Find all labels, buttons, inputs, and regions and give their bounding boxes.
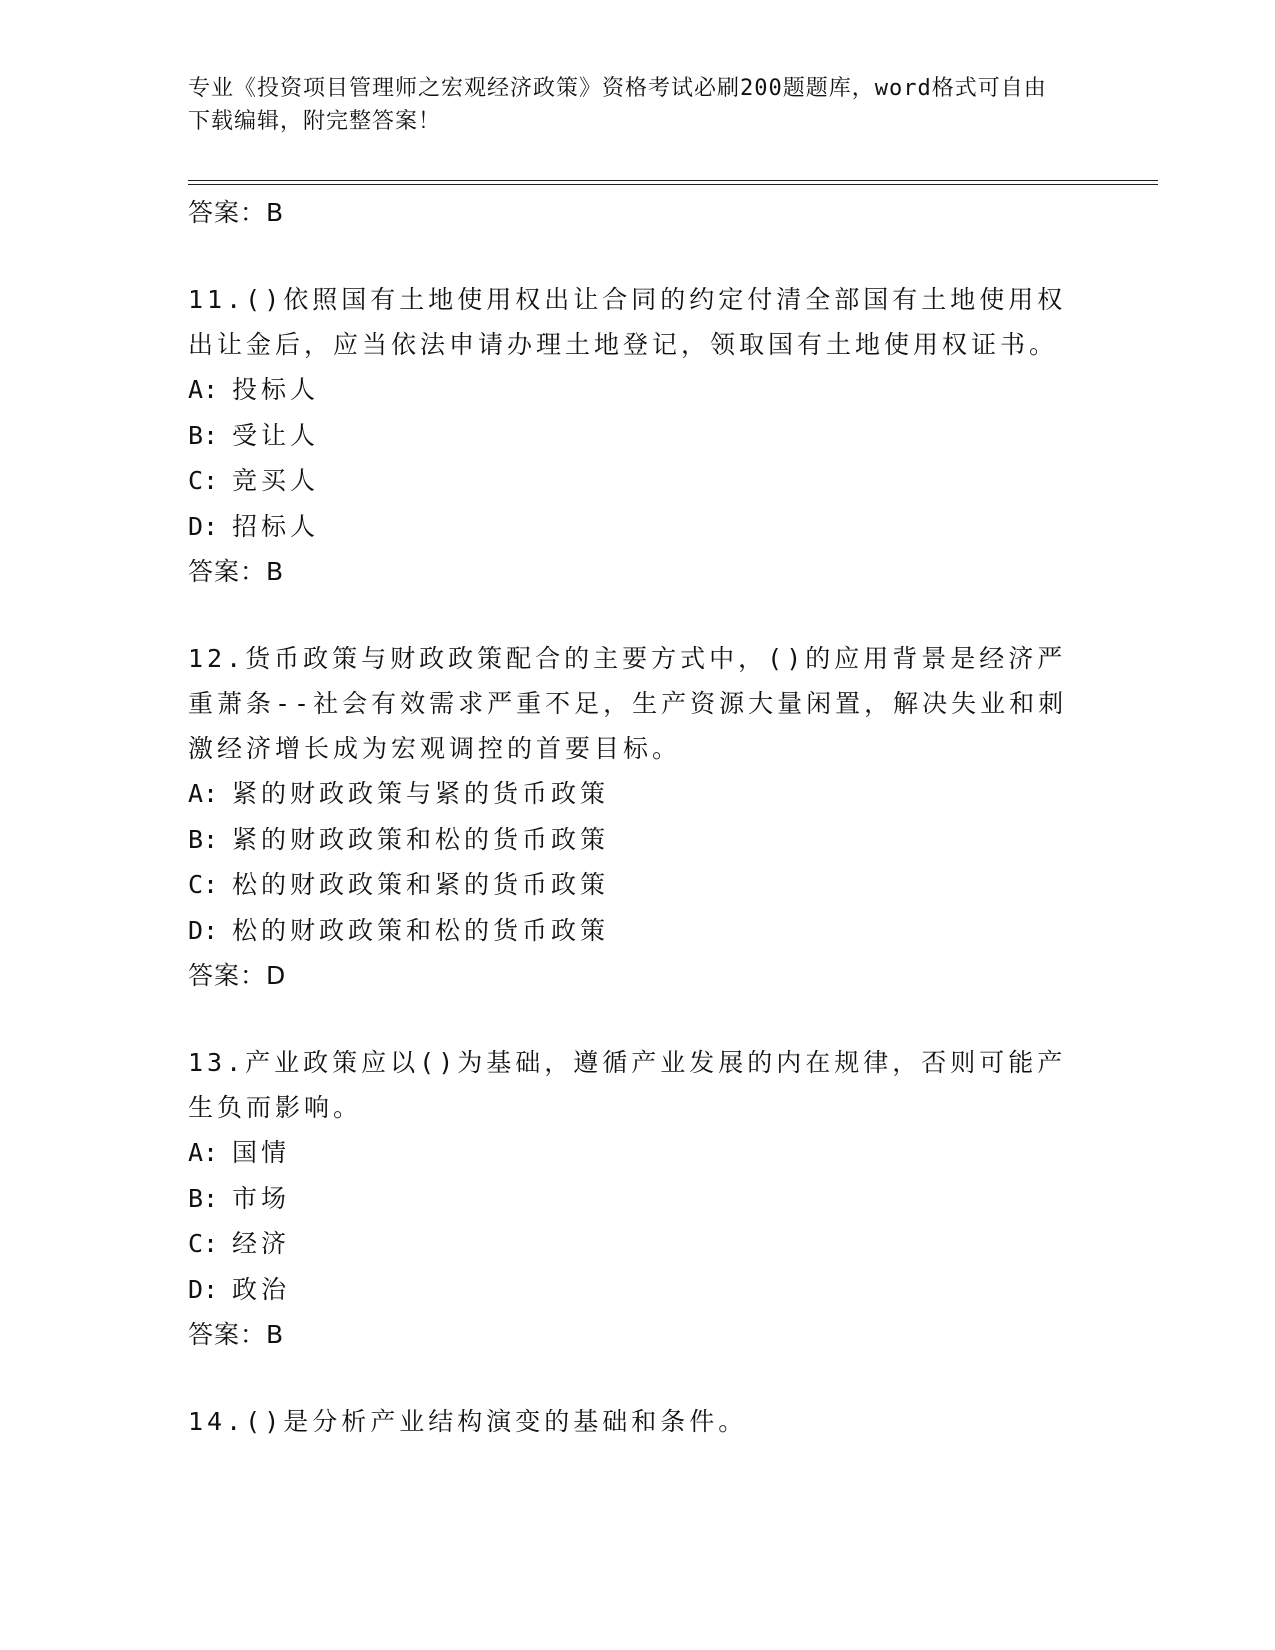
option-text: 政治 [232,1274,291,1304]
option-text: 紧的财政政策和松的货币政策 [232,824,610,854]
option-text: 投标人 [232,375,320,404]
option-text: 竞买人 [232,466,320,495]
question-stem: 14.()是分析产业结构演变的基础和条件。 [188,1407,748,1436]
option-key: D: [188,511,219,541]
option-key: A: [188,1138,219,1167]
option-key: D: [188,1274,219,1304]
option-text: 受让人 [232,420,320,450]
option-text: 招标人 [232,511,320,541]
option-key: A: [188,779,219,808]
question-12 [188,636,1088,999]
answer-line: 答案：B [188,1320,285,1349]
option-text: 国情 [232,1138,291,1167]
option-a [188,367,1088,413]
question-13 [188,1040,1088,1358]
answer-line: 答案：D [188,961,287,990]
option-d [188,504,1088,550]
answer-line: 答案：B [188,557,285,586]
option-text: 松的财政政策和紧的货币政策 [232,870,610,899]
option-key: B: [188,420,219,450]
option-b [188,1176,1088,1222]
question-stem: 11.()依照国有土地使用权出让合同的约定付清全部国有土地使用权出让金后，应当依法申请办理土地登记，领取国有土地使用权证书。 [188,285,1067,359]
option-key: C: [188,466,219,495]
option-a [188,1130,1088,1176]
option-c [188,862,1088,908]
answer-line: 答案：B [188,198,285,227]
header-divider [188,180,1158,185]
question-14 [188,1399,1088,1444]
option-key: C: [188,1229,219,1258]
option-key: C: [188,870,219,899]
option-a [188,771,1088,817]
document-body [188,190,1088,1444]
option-b [188,413,1088,459]
option-d [188,1267,1088,1313]
option-text: 经济 [232,1229,291,1258]
option-key: B: [188,824,219,854]
option-c [188,1221,1088,1267]
option-text: 松的财政政策和松的货币政策 [232,915,610,945]
question-11 [188,277,1088,595]
option-key: D: [188,915,219,945]
question-stem: 12.货币政策与财政政策配合的主要方式中，()的应用背景是经济严重萧条--社会有效需求严重不足，生产资源大量闲置，解决失业和刺激经济增长成为宏观调控的首要目标。 [188,644,1068,763]
page-header: 专业《投资项目管理师之宏观经济政策》资格考试必刷200题题库，word格式可自由下载编辑，附完整答案！ [188,76,1047,134]
option-text: 紧的财政政策与紧的货币政策 [232,779,610,808]
option-key: A: [188,375,219,404]
question-stem: 13.产业政策应以()为基础，遵循产业发展的内在规律，否则可能产生负而影响。 [188,1048,1067,1122]
option-b [188,817,1088,863]
option-text: 市场 [232,1183,291,1213]
option-key: B: [188,1183,219,1213]
option-d [188,908,1088,954]
option-c [188,458,1088,504]
